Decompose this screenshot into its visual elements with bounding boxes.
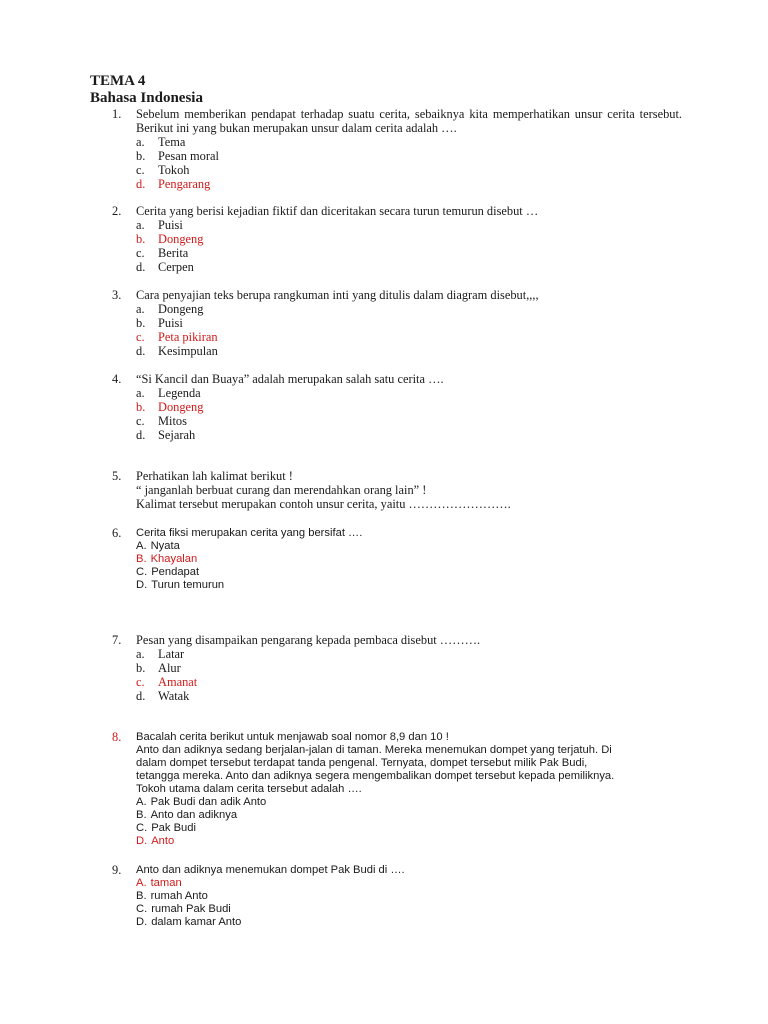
question-line: Perhatikan lah kalimat berikut ! [136,469,293,483]
option-a: a. Tema [136,135,186,149]
option-c-answer: c. Peta pikiran [136,330,218,344]
option-list [136,302,682,358]
question-number: 1. [112,107,122,121]
option-b-answer: B. Khayalan [136,553,198,565]
option-list [136,877,682,929]
option-b: b. Pesan moral [136,149,219,163]
option-list [136,386,682,442]
option-list [136,647,682,703]
option-d: d. Cerpen [136,260,194,274]
option-list [136,135,682,191]
option-list [136,540,682,592]
question-text: “Si Kancil dan Buaya” adalah merupakan salah satu cerita …. [136,372,444,386]
option-a: a. Latar [136,647,185,661]
question-number: 2. [112,204,122,218]
question-4 [112,372,682,442]
option-b: b. Alur [136,661,181,675]
option-a: a. Dongeng [136,302,204,316]
option-list [136,796,682,848]
question-number: 7. [112,633,122,647]
question-number: 6. [112,526,122,540]
option-d: d. Watak [136,689,190,703]
question-2 [112,204,682,274]
question-number: 8. [112,730,122,744]
question-6 [112,527,682,592]
option-a: a. Puisi [136,218,183,232]
question-number: 9. [112,863,122,877]
option-a-answer: A. taman [136,877,182,889]
question-8 [112,731,682,848]
question-number: 4. [112,372,122,386]
option-c: c. Tokoh [136,163,190,177]
question-text [136,469,682,511]
question-3 [112,288,682,358]
option-d: d. Kesimpulan [136,344,218,358]
question-9 [112,864,682,929]
question-text: Sebelum memberikan pendapat terhadap suatu cerita, sebaiknya kita memperhatikan unsur cerita tersebut. Berikut ini yang bukan merupakan unsur dalam cerita adalah …. [136,107,682,135]
option-c: C. Pendapat [136,566,200,578]
question-text: Cerita yang berisi kejadian fiktif dan diceritakan secara turun temurun disebut … [136,204,539,218]
option-d: D. Turun temurun [136,579,225,591]
question-text: Cerita fiksi merupakan cerita yang bersifat …. [136,527,363,539]
story-line: dalam dompet tersebut terdapat tanda pengenal. Ternyata, dompet tersebut milik Pak Budi, [136,757,588,769]
option-c: c. Mitos [136,414,187,428]
question-number: 3. [112,288,122,302]
option-d: D. dalam kamar Anto [136,916,242,928]
option-b-answer: b. Dongeng [136,400,204,414]
question-5 [112,469,682,511]
question-1 [112,107,682,191]
option-a: a. Legenda [136,386,201,400]
option-c: C. Pak Budi [136,822,196,834]
option-c-answer: c. Amanat [136,675,198,689]
quoted-sentence: “ janganlah berbuat curang dan merendahkan orang lain” ! [136,483,427,497]
question-7 [112,633,682,703]
option-b-answer: b. Dongeng [136,232,204,246]
question-line: Kalimat tersebut merupakan contoh unsur cerita, yaitu ……………………. [136,497,511,511]
option-b: B. rumah Anto [136,890,208,902]
story-text [136,744,682,796]
question-number: 5. [112,469,122,483]
option-d-answer: D. Anto [136,835,175,847]
option-d: d. Sejarah [136,428,196,442]
subject-title: Bahasa Indonesia [90,90,203,106]
question-text: Cara penyajian teks berupa rangkuman inti yang ditulis dalam diagram disebut,,,, [136,288,539,302]
option-d-answer: d. Pengarang [136,177,211,191]
story-line: Anto dan adiknya sedang berjalan-jalan di taman. Mereka menemukan dompet yang terjatuh. Di [136,744,612,756]
theme-title: TEMA 4 [90,73,146,89]
option-b: b. Puisi [136,316,183,330]
option-a: A. Pak Budi dan adik Anto [136,796,267,808]
question-text: Anto dan adiknya menemukan dompet Pak Budi di …. [136,864,405,876]
option-b: B. Anto dan adiknya [136,809,238,821]
option-c: C. rumah Pak Budi [136,903,231,915]
story-line: Tokoh utama dalam cerita tersebut adalah …. [136,783,362,795]
option-c: c. Berita [136,246,189,260]
question-text: Pesan yang disampaikan pengarang kepada pembaca disebut ………. [136,633,481,647]
option-a: A. Nyata [136,540,180,552]
story-line: tetangga mereka. Anto dan adiknya segera mengembalikan dompet tersebut kepada pemiliknya. [136,770,615,782]
option-list [136,218,682,274]
question-text: Bacalah cerita berikut untuk menjawab soal nomor 8,9 dan 10 ! [136,731,449,743]
